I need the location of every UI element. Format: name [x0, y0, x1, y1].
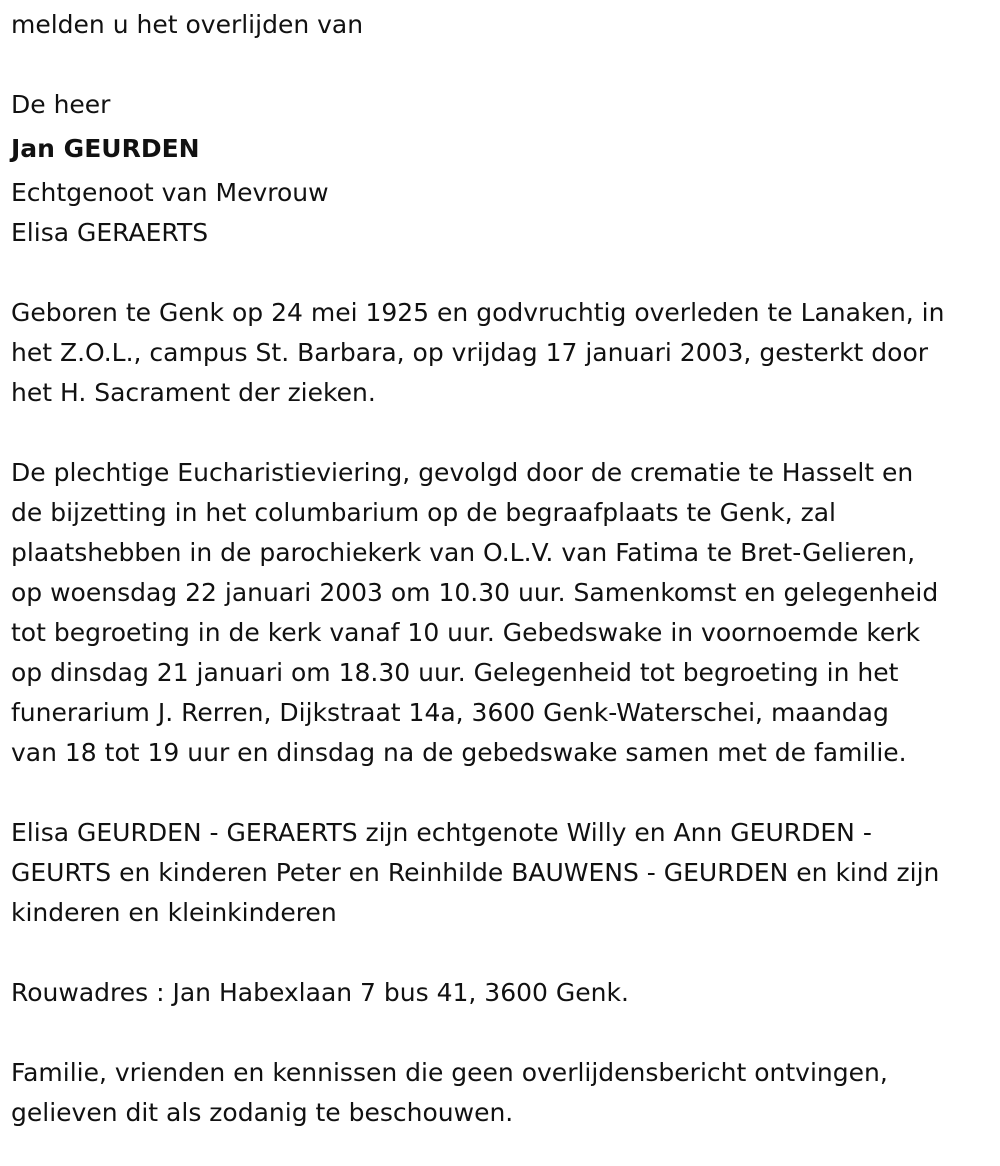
paragraph-line: kinderen en kleinkinderen	[11, 898, 337, 927]
paragraph-line: van 18 tot 19 uur en dinsdag na de gebedswake samen met de familie.	[11, 738, 907, 767]
spacer	[11, 933, 996, 973]
paragraph-line: Elisa GEURDEN - GERAERTS zijn echtgenote Willy en Ann GEURDEN -	[11, 818, 872, 847]
paragraph-line: het H. Sacrament der zieken.	[11, 378, 376, 407]
spacer	[11, 773, 996, 813]
deceased-name: Jan GEURDEN	[11, 134, 200, 163]
spouse-label: Echtgenoot van Mevrouw	[11, 178, 329, 207]
mourning-address: Rouwadres : Jan Habexlaan 7 bus 41, 3600 Genk.	[11, 978, 629, 1007]
paragraph-line: de bijzetting in het columbarium op de begraafplaats te Genk, zal	[11, 498, 836, 527]
paragraph-line: plaatshebben in de parochiekerk van O.L.V. van Fatima te Bret-Gelieren,	[11, 538, 916, 567]
obituary-text	[11, 5, 996, 1133]
paragraph-line: tot begroeting in de kerk vanaf 10 uur. Gebedswake in voornoemde kerk	[11, 618, 921, 647]
intro-line: melden u het overlijden van	[11, 10, 364, 39]
closing-paragraph	[11, 1053, 996, 1133]
paragraph-line: gelieven dit als zodanig te beschouwen.	[11, 1098, 514, 1127]
spacer	[11, 253, 996, 293]
paragraph-line: op woensdag 22 januari 2003 om 10.30 uur. Samenkomst en gelegenheid	[11, 578, 939, 607]
birth-death-paragraph	[11, 293, 996, 413]
paragraph-line: funerarium J. Rerren, Dijkstraat 14a, 3600 Genk-Waterschei, maandag	[11, 698, 889, 727]
paragraph-line: Familie, vrienden en kennissen die geen overlijdensbericht ontvingen,	[11, 1058, 888, 1087]
family-paragraph	[11, 813, 996, 933]
paragraph-line: op dinsdag 21 januari om 18.30 uur. Gelegenheid tot begroeting in het	[11, 658, 899, 687]
paragraph-line: het Z.O.L., campus St. Barbara, op vrijdag 17 januari 2003, gesterkt door	[11, 338, 929, 367]
paragraph-line: De plechtige Eucharistieviering, gevolgd door de crematie te Hasselt en	[11, 458, 914, 487]
spouse-name: Elisa GERAERTS	[11, 218, 209, 247]
paragraph-line: Geboren te Genk op 24 mei 1925 en godvruchtig overleden te Lanaken, in	[11, 298, 945, 327]
ceremony-paragraph	[11, 453, 996, 773]
spacer	[11, 45, 996, 85]
paragraph-line: GEURTS en kinderen Peter en Reinhilde BAUWENS - GEURDEN en kind zijn	[11, 858, 940, 887]
spacer	[11, 413, 996, 453]
spacer	[11, 1013, 996, 1053]
deceased-title: De heer	[11, 90, 111, 119]
